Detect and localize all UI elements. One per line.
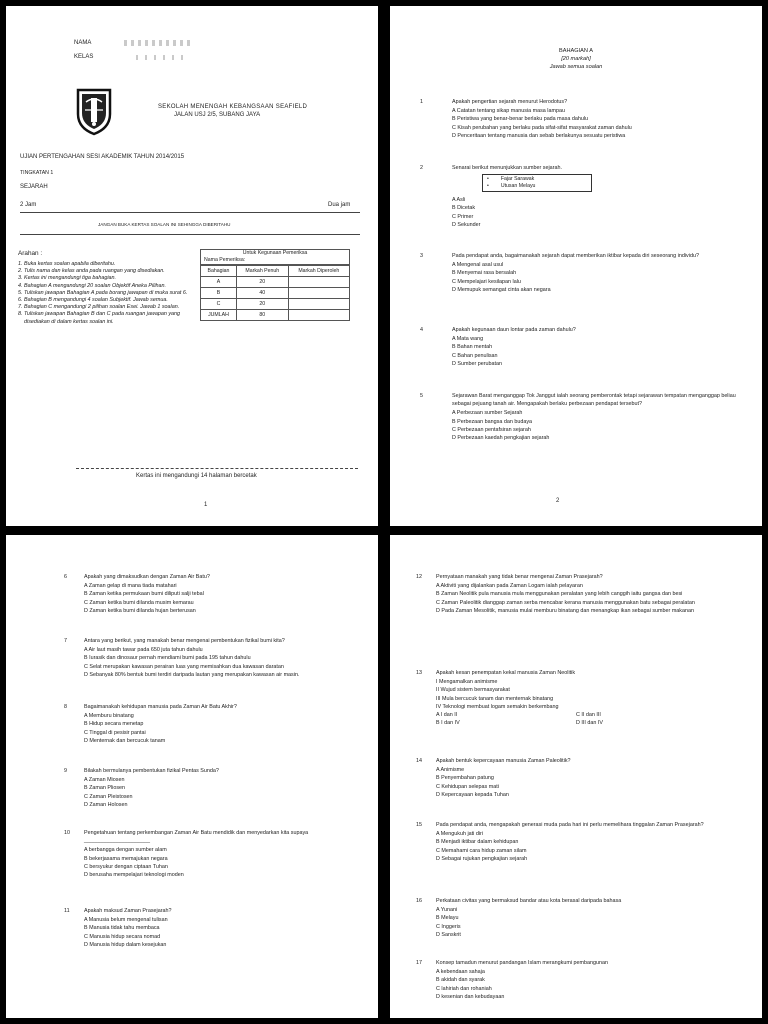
table-cell: 80 — [236, 310, 288, 321]
answer-option: D Zaman Holosen — [84, 801, 128, 808]
table-cell: 40 — [236, 288, 288, 299]
answer-option: A Mengenal asal usul — [452, 262, 504, 269]
answer-option: D Perbezaan kaedah pengkajian sejarah — [452, 435, 550, 442]
answer-option: D Pada Zaman Mesolitik, manusia mulai memburu binatang dan menangkap ikan sebagai sumber makanan — [436, 607, 694, 614]
answer-option: C Mempelajari kesilapan lalu — [452, 278, 521, 285]
question-12 — [416, 573, 748, 615]
class-label: KELAS — [74, 54, 94, 60]
answer-option: A Catatan tentang sikap manusia masa lampau — [452, 108, 565, 115]
answer-option: D Manusia hidup dalam kesejukan — [84, 941, 167, 948]
answer-option: C Tinggal di pesisir pantai — [84, 729, 146, 736]
answer-option: B Peristiwa yang benar-benar berlaku pada masa dahulu — [452, 116, 589, 123]
question-stem: Apakah pengertian sejarah menurut Herodotus? — [452, 99, 568, 105]
examiner-table-caption: Untuk Kegunaan Pemeriksa — [242, 250, 308, 256]
instruction-item: 6. Bahagian B mengandungi 4 soalan Subjektif. Jawab semua. — [24, 297, 198, 304]
answer-option: A Perbezaan sumber Sejarah — [452, 410, 523, 417]
answer-option: A Yunani — [436, 907, 458, 914]
handwritten-class — [136, 55, 186, 60]
table-cell: B — [201, 288, 237, 299]
answer-option: D kesenian dan kebudayaan — [436, 993, 505, 1000]
question-16 — [416, 897, 748, 939]
question-stem: Pada pendapat anda, bagaimanakah sejarah dapat memberikan iktibar kepada diri seseorang individu? — [452, 253, 699, 259]
examiner-name-label: Nama Pemeriksa: — [204, 257, 246, 263]
question-number: 8 — [64, 704, 67, 710]
instruction-item: 1. Buka kertas soalan apabila diberitahu. — [24, 261, 198, 268]
answer-option: C Kisah perubahan yang berlaku pada sifat-sifat masyarakat zaman dahulu — [452, 124, 632, 131]
table-row — [201, 310, 350, 321]
question-number: 3 — [420, 253, 423, 259]
answer-option: C II dan III — [576, 712, 601, 719]
answer-grid — [436, 711, 748, 727]
answer-option: C Primer — [452, 213, 474, 220]
instructions-list — [14, 261, 198, 326]
answer-option: C lahiriah dan rohaniah — [436, 985, 492, 992]
table-cell — [288, 277, 349, 288]
question-1 — [420, 98, 750, 140]
answer-option: A Mata wang — [452, 336, 484, 343]
table-cell: 20 — [236, 299, 288, 310]
answer-option: B Melayu — [436, 915, 459, 922]
question-number: 12 — [416, 574, 422, 580]
instruction-item: 4. Bahagian A mengandungi 20 soalan Objektif Aneka Pilihan. — [24, 283, 198, 290]
question-number: 15 — [416, 822, 422, 828]
question-stem: Sejarawan Barat menganggap Tok Janggut ialah seorang pemberontak tetapi sejarawan tempatan menganggap beliau sebagai pejuang tanah air. Mengapakah berlaku perbezaan pendapat tersebut? — [452, 393, 736, 408]
answer-option: B Menjadi iktibar dalam kehidupan — [436, 839, 519, 846]
table-row — [201, 299, 350, 310]
table-row — [201, 288, 350, 299]
question-number: 1 — [420, 99, 423, 105]
answer-option: B Menyemai rasa bersalah — [452, 270, 517, 277]
question-stem: Apakah kegunaan daun lontar pada zaman dahulu? — [452, 327, 576, 333]
question-number: 6 — [64, 574, 67, 580]
question-stem: Apakah yang dimaksudkan dengan Zaman Air Batu? — [84, 574, 210, 580]
question-stem: Pengetahuan tentang perkembangan Zaman Air Batu mendidik dan menyedarkan kita supaya ______________________ — [84, 830, 309, 845]
exam-page-4 — [390, 535, 762, 1018]
question-stem: Perkataan civitas yang bermaksud bandar atau kota berasal daripada bahasa — [436, 898, 622, 904]
handwritten-name — [124, 40, 194, 46]
page-number: 1 — [204, 502, 208, 508]
answer-option: B Zaman Pliosen — [84, 785, 126, 792]
table-cell — [288, 288, 349, 299]
exam-page-1 — [6, 6, 378, 526]
footer-divider — [76, 468, 358, 469]
answer-option: D Memupuk semangat cinta akan negara — [452, 286, 551, 293]
question-13 — [416, 669, 748, 727]
answer-option: C Bahan penulisan — [452, 352, 498, 359]
answer-option: C Zaman ketika bumi dilanda musim kemarau — [84, 599, 194, 606]
question-stem: Senarai berikut menunjukkan sumber sejarah. — [452, 165, 562, 171]
answer-option: D Sekunder — [452, 221, 481, 228]
table-cell: 20 — [236, 277, 288, 288]
school-crest-icon — [74, 88, 114, 136]
duration-words: Dua jam — [328, 202, 351, 208]
answer-option: D Sumber perubatan — [452, 360, 503, 367]
table-cell — [288, 299, 349, 310]
question-number: 10 — [64, 830, 70, 836]
question-stem: Apakah bentuk kepercayaan manusia Zaman Paleolitik? — [436, 758, 571, 764]
question-11 — [64, 907, 364, 949]
source-box — [482, 174, 592, 192]
question-stem: Apakah maksud Zaman Prasejarah? — [84, 908, 172, 914]
form-level: TINGKATAN 1 — [20, 170, 54, 176]
question-stem: Konsep tamadun menurut pandangan Islam merangkumi pembangunan — [436, 960, 609, 966]
answer-statement: I Mengamalkan animisme — [436, 679, 498, 686]
question-2 — [420, 164, 750, 229]
question-number: 11 — [64, 908, 70, 914]
answer-option: C Zaman Paleolitik dianggap zaman serba mencabar kerana manusia menggunakan batu sebagai peralatan — [436, 599, 695, 606]
answer-option: C Memahami cara hidup zaman silam — [436, 847, 527, 854]
answer-option: A Zaman Miosen — [84, 777, 125, 784]
question-9 — [64, 767, 364, 809]
answer-option: B Manusia tidak tahu membaca — [84, 925, 160, 932]
answer-option: B Dicetak — [452, 205, 476, 212]
answer-option: B Perbezaan bangsa dan budaya — [452, 418, 533, 425]
divider — [20, 212, 360, 213]
subject-title: SEJARAH — [20, 184, 48, 190]
answer-option: B Zaman Neolitik pula manusia mula menggunakan peralatan yang lebih canggih iaitu gangsa dan besi — [436, 591, 683, 598]
answer-option: C Manusia hidup secara nomad — [84, 933, 161, 940]
question-5 — [420, 392, 750, 442]
answer-option: B Zaman ketika permukaan bumi diliputi salji tebal — [84, 591, 204, 598]
answer-option: B Bahan mentah — [452, 344, 493, 351]
marks-table — [200, 265, 350, 321]
answer-option: D berusaha mempelajari teknologi moden — [84, 872, 184, 879]
question-14 — [416, 757, 748, 799]
answer-option: A kebendaan sahaja — [436, 969, 485, 976]
answer-option: C Zaman Pleistosen — [84, 793, 133, 800]
answer-option: B akidah dan syarak — [436, 977, 485, 984]
answer-option: B I dan IV — [436, 720, 460, 727]
table-cell: C — [201, 299, 237, 310]
school-address: JALAN USJ 2/5, SUBANG JAYA — [174, 112, 261, 118]
answer-option: C Inggeris — [436, 923, 461, 930]
examiner-table-box — [200, 249, 350, 321]
answer-option: A Air laut masih tawar pada 650 juta tahun dahulu — [84, 647, 203, 654]
instruction-item: 2. Tulis nama dan kelas anda pada ruangan yang disediakan. — [24, 268, 198, 275]
table-row — [201, 277, 350, 288]
exam-page-3 — [6, 535, 378, 1018]
question-15 — [416, 821, 748, 863]
answer-option: B Penyembahan patung — [436, 775, 494, 782]
question-stem: Antara yang berikut, yang manakah benar mengenai pembentukan fizikal bumi kita? — [84, 638, 285, 644]
answer-option: D Kepercayaan kepada Tuhan — [436, 791, 509, 798]
divider — [20, 234, 360, 235]
school-name: SEKOLAH MENENGAH KEBANGSAAN SEAFIELD — [158, 104, 308, 110]
answer-option: A Manusia belum mengenal tulisan — [84, 917, 168, 924]
question-6 — [64, 573, 364, 615]
question-stem: Bagaimanakah kehidupan manusia pada Zaman Air Batu Akhir? — [84, 704, 237, 710]
answer-option: A I dan II — [436, 712, 458, 719]
duration-code: 2 Jam — [20, 202, 37, 208]
section-title: BAHAGIAN A — [559, 48, 593, 54]
question-number: 4 — [420, 327, 423, 333]
page-footer: Kertas ini mengandungi 14 halaman bercetak — [136, 473, 257, 479]
answer-option: B Hidup secara menetap — [84, 721, 144, 728]
answer-option: A berbangga dengan sumber alam — [84, 847, 167, 854]
question-number: 17 — [416, 960, 422, 966]
answer-option: A Memburu binatang — [84, 713, 134, 720]
answer-option: C bersyukur dengan ciptaan Tuhan — [84, 863, 168, 870]
answer-option: D Sebagai rujukan pengkajian sejarah — [436, 855, 528, 862]
answer-option: A Mengukuh jati diri — [436, 831, 484, 838]
source-item: • Fajar Sarawak — [487, 176, 587, 183]
question-8 — [64, 703, 364, 745]
answer-option: D Menternak dan bercucuk tanam — [84, 737, 166, 744]
instruction-item: 8. Tuliskan jawapan Bahagian B dan C pada ruangan jawapan yang disediakan di dalam kertas soalan ini. — [24, 311, 198, 325]
instruction-item: 7. Bahagian C mengandungi 2 pilihan soalan Esei. Jawab 1 soalan. — [24, 304, 198, 311]
question-17 — [416, 959, 748, 1001]
table-cell: JUMLAH — [201, 310, 237, 321]
question-stem: Pada pendapat anda, mengapakah generasi muda pada hari ini perlu memelihara tinggalan Zaman Prasejarah? — [436, 822, 704, 828]
answer-option: B Iurasik dan dinosaur pernah mendiami bumi pada 195 tahun dahulu — [84, 655, 251, 662]
question-10 — [64, 829, 364, 879]
answer-option: D Sanskrit — [436, 931, 461, 938]
question-number: 14 — [416, 758, 422, 764]
table-header: Markah Penuh — [236, 266, 288, 277]
answer-option: D Zaman ketika bumi dilanda hujan berterusan — [84, 607, 196, 614]
answer-option: D Penceritaan tentang manusia dan sebab berlakunya sesuatu peristiwa — [452, 132, 626, 139]
table-cell: A — [201, 277, 237, 288]
answer-option: A Zaman gelap di mana tiada matahari — [84, 583, 177, 590]
answer-option: A Aktiviti yang dijalankan pada Zaman Logam ialah pelayaran — [436, 583, 583, 590]
page-number: 2 — [556, 498, 560, 504]
table-header-row — [201, 266, 350, 277]
answer-option: D Sebanyak 80% bentuk bumi terdiri daripada lautan yang merupakan kawasan air masin. — [84, 671, 300, 678]
section-instruction: Jawab semua soalan — [549, 64, 603, 70]
question-number: 2 — [420, 165, 423, 171]
name-label: NAMA — [74, 40, 92, 46]
question-stem: Bilakah bermulanya pembentukan fizikal Pentas Sunda? — [84, 768, 219, 774]
question-number: 7 — [64, 638, 67, 644]
exam-page-2 — [390, 6, 762, 526]
answer-statement: IV Teknologi membuat logam semakin berkembang — [436, 703, 559, 710]
question-stem: Pernyataan manakah yang tidak benar mengenai Zaman Prasejarah? — [436, 574, 603, 580]
answer-option: B bekerjasama memajukan negara — [84, 855, 168, 862]
answer-option: C Perbezaan pentafsiran sejarah — [452, 426, 531, 433]
question-stem: Apakah kesan penempatan kekal manusia Zaman Neolitik — [436, 670, 576, 676]
instruction-item: 3. Kertas ini mengandungi tiga bahagian. — [24, 275, 198, 282]
answer-option: D III dan IV — [576, 720, 603, 727]
source-item: • Utusan Melayu — [487, 183, 587, 190]
instruction-item: 5. Tuliskan jawapan Bahagian A pada borang jawapan di muka surat 6. — [24, 290, 198, 297]
section-marks: [20 markah] — [561, 56, 591, 62]
answer-option: A Animisme — [436, 767, 465, 774]
exam-warning: JANGAN BUKA KERTAS SOALAN INI SEHINGGA DIBERITAHU — [98, 222, 231, 227]
instructions-title: Arahan : — [18, 250, 43, 257]
table-header: Markah Diperoleh — [288, 266, 349, 277]
table-cell — [288, 310, 349, 321]
answer-option: A Asli — [452, 197, 466, 204]
answer-statement: III Mula bercucuk tanam dan menternak binatang — [436, 695, 554, 702]
exam-title: UJIAN PERTENGAHAN SESI AKADEMIK TAHUN 2014/2015 — [20, 154, 185, 160]
question-3 — [420, 252, 750, 294]
answer-statement: II Wujud sistem bermasyarakat — [436, 687, 510, 694]
question-number: 9 — [64, 768, 67, 774]
answer-option: C Selat merupakan kawasan perairan luas yang memisahkan dua kawasan daratan — [84, 663, 284, 670]
question-number: 5 — [420, 393, 423, 399]
question-number: 16 — [416, 898, 422, 904]
question-7 — [64, 637, 364, 679]
table-header: Bahagian — [201, 266, 237, 277]
question-number: 13 — [416, 670, 422, 676]
question-4 — [420, 326, 750, 368]
answer-option: C Kehidupan selepas mati — [436, 783, 499, 790]
